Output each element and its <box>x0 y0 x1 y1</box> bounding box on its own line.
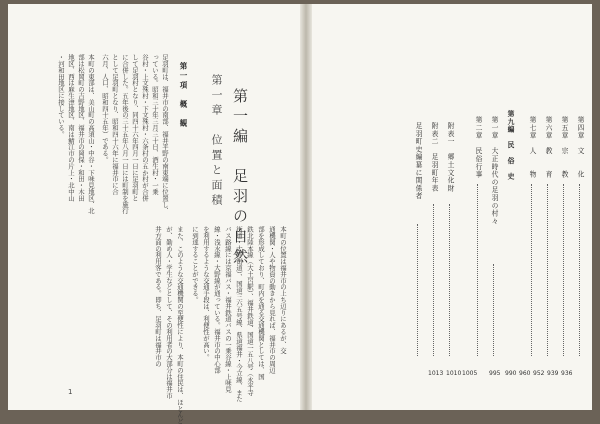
body-column: を利用するような交通手段は、利便性が高い。 <box>202 226 210 361</box>
toc-page-number: 960 <box>519 370 531 377</box>
body-column: 谷村・上文殊村・下文殊村・六条村の五か村が合併 <box>141 54 149 202</box>
toc-entry: 第一章 大正時代の足羽の村々 <box>490 116 498 226</box>
toc-leader <box>417 224 418 356</box>
toc-leader <box>449 204 450 356</box>
toc-page-number: 995 <box>489 370 501 377</box>
toc-leader <box>579 184 580 356</box>
body-column: 鉄北陸本線（大土呂駅）、福井鉄道、国道一五八号（永平寺 <box>246 226 254 396</box>
toc-page-number: 1013 <box>428 370 444 377</box>
body-column: 本町の東部は、美山町の高須山・中谷・下味見地区、北 <box>87 54 95 214</box>
toc-entry: 第五章 宗 教 <box>560 116 568 179</box>
body-column: に到達することができる。 <box>191 226 199 303</box>
body-column: 部は松岡町の吉野地区、福井市の岡保・和田・木田 <box>77 54 85 202</box>
body-column: して足羽村となり、同四十六年四月一日に足羽町と <box>131 54 139 202</box>
toc-leader <box>477 184 478 356</box>
body-column: また、このような交通機関の至便性により、本町の住民は、ほとんど <box>176 226 184 424</box>
book-spread <box>8 4 592 424</box>
body-column: 本町の位置は福井市の上ち辺りにあるが、交 <box>279 226 287 354</box>
book-gutter <box>300 4 312 410</box>
body-column: バス路線には京福バス・福井鉄道バスの一乗谷線・上味見 <box>224 226 232 393</box>
toc-page-number: 939 <box>547 370 559 377</box>
page-number: 1 <box>68 388 73 396</box>
body-column: っている。昭和三十年三月三十日、酒生村・一乗 <box>151 54 159 195</box>
body-column: 線・浅水線・大野線が通っている。福井市の中心部 <box>213 226 221 374</box>
toc-entry: 第六章 教 育 <box>544 116 552 179</box>
toc-entry: 第四章 文 化 <box>576 116 584 179</box>
toc-leader <box>531 184 532 356</box>
body-column: に合併した。五年後の三十五年八月一日には町制を施行 <box>121 54 129 214</box>
toc-entry: 第七章 人 物 <box>528 116 536 179</box>
toc-page-number: 952 <box>533 370 545 377</box>
toc-entry: 附表二 足羽町年表 <box>430 122 438 193</box>
part-title: 第一編 足羽の自然 <box>231 88 249 268</box>
toc-part-heading-text: 第九編 民 俗 史 <box>506 110 514 181</box>
toc-page-number: 936 <box>561 370 573 377</box>
chapter-title: 第一章 位置と面積 <box>210 74 223 209</box>
toc-entry: 第二章 民俗行事 <box>474 116 482 179</box>
toc-leader <box>493 264 494 356</box>
body-column: ・河和田地区に接している。 <box>57 54 65 138</box>
toc-entry: 附表一 郷土文化財 <box>446 122 454 193</box>
body-column: として足羽町となり、昭和四十六年に福井市に合 <box>111 54 119 195</box>
toc-leader <box>547 184 548 356</box>
toc-page-number: 990 <box>505 370 517 377</box>
toc-part-heading <box>505 110 515 180</box>
toc-page-number: 1005 <box>462 370 478 377</box>
toc-entry: 足羽町史編纂に関係者 <box>414 122 422 200</box>
body-column: 部を形成しており、町内を通る交通機関としては、国 <box>257 226 265 380</box>
toc-page-number: 1010 <box>446 370 462 377</box>
body-column: 街道・大野街道）、国道三六五号線、県道福井・今立線、また <box>235 226 243 402</box>
body-column: 六月、人口、昭和四十五年）である。 <box>101 54 109 163</box>
body-column: 通機関・人や物資の動きから見れば、福井市の周辺 <box>268 226 276 374</box>
body-column: 井方面の利用客である。即ち、足羽町は福井市の <box>154 226 162 367</box>
toc-leader <box>433 204 434 356</box>
body-column: が、勤め人・学生などとして、その利用者の大部分は福井市 <box>165 226 173 399</box>
body-column: 地区、西は麻生津地区、南は鯖江市の片上・北中山 <box>67 54 75 202</box>
section-heading: 第一項 概 観 <box>179 62 188 129</box>
toc-leader <box>563 184 564 356</box>
body-column: 足羽町は、福井市の南部、福井平野の南東端に位置し、 <box>161 54 169 214</box>
